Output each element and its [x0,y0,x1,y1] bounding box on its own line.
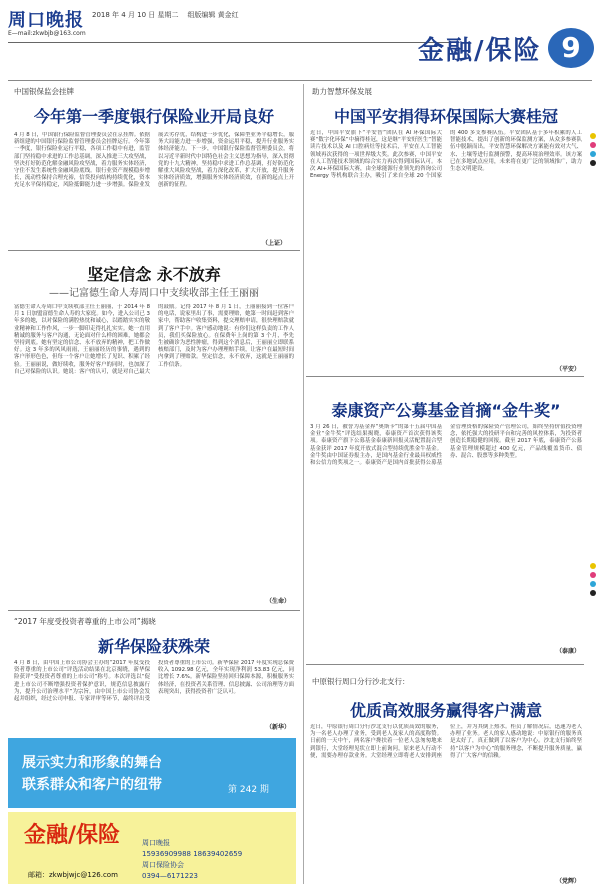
color-registration-marks [588,130,598,169]
registration-dot [590,151,596,157]
article5-byline: （泰康） [556,648,581,655]
article4-kicker: 助力智慧环保发展 [312,87,372,96]
article2-body: 富德生命人寿周口中支续收部主任王丽丽，于 2014 年 8 月 1 日加盟富德生命人寿的大家庭。如今，进入公司已 3 年多的她，以对保险的满腔热忱和诚心，以踏踏实实的敬业精神和工作作风，一步一脚印走得扎扎实实。她一直用精诚的服务与客户沟通，无论面对什么样的困难，她都会坚持到底。她有坚定的信念、永不放弃的精神，把工作做好。这 3 年多的风风雨雨，王丽丽经历的事情，遇到的客户形形色色，但每一个客户让她增长了见识、积累了经验。王丽丽说，做好续收，服务好客户的同时，也加深了自己对保险的认识。她说：客户的认可，就是对自己最大的鼓励。记得 2017 年 8 月 1 日，王丽丽接到一位客户的电话，说家里出了事，需要理赔，她第一时间赶到客户家中，帮助客户收集资料，提交理赔申请，很快理赔款就到了客户手中。客户感动地说：有你们这样负责的工作人员，我们买保险放心。在保费年上岗的第 3 个月，李先生被确诊为恶性肿瘤，得到这个消息后，王丽丽立即联系核赔部门，及时为客户办理理赔手续，让客户在最短时间内拿到了理赔款。坚定信念，永不放弃，这就是王丽丽的工作信条。 [14,304,294,375]
article6-body: 近日，中原银行周口分行沙北支行以优质高效的服务，为一名老人办理了业务，受到老人及家人的高度称赞。日前的一天中午，两名客户搀扶着一位老人急匆匆地来到银行，大堂经理见状立即上前询问，原来老人行动不便，需要办理存款业务。大堂经理立即将老人安排到座位上，并为其倒上热水。柜员了解情况后，迅速为老人办理了业务。老人的家人感动地说：中原银行的服务真是太好了，真正做到了以客户为中心。沙北支行始终坚持“以客户为中心”的服务理念，不断提升服务质量，赢得了广大客户的信赖。 [310,724,582,759]
top-rule [8,80,592,81]
registration-dot [590,590,596,596]
contact-phone-2: 0394—6171223 [142,872,198,880]
contact-name-1: 周口晚报 [142,839,170,847]
article6-byline: （党辉） [556,878,581,885]
newspaper-logo: 周口晚报 [8,10,84,31]
ad-slogan-2: 联系群众和客户的纽带 [22,777,162,793]
masthead-divider [8,42,458,43]
article1-kicker: 中国银保监会挂牌 [14,87,74,96]
article1-headline: 今年第一季度银行保险业开局良好 [33,107,274,126]
article5-body: 3 月 26 日，被誉为基金界“奥斯卡”的第十五届中国基金业“金牛奖”评选结果揭晓，泰康资产首次获得该奖项。泰康资产旗下公募基金泰康新回报灵活配置混合型基金获评 2017 年度开放式混合型持续优胜金牛基金。金牛奖由中国证券报主办，是国内基金行业最具权威性和公信力的奖项之一。泰康资产是国内首批获得公募基金管理资格的保险资产管理公司，始终坚持价值投资理念，依托强大的投研平台和完善的风控体系，为投资者创造长期稳健的回报。截至 2017 年底，泰康资产公募基金管理规模超过 400 亿元，产品线覆盖货币、债券、混合、股票等多种类型。 [310,424,582,467]
rule-a5 [306,664,584,665]
section-title: 金融/保险 [418,36,542,66]
article5-headline: 泰康资产公募基金首摘“金牛奖” [331,401,561,420]
masthead-email: E—mail:zkwbjb@163.com [8,30,86,37]
contact-name-2: 周口保险协会 [142,861,184,869]
publication-date: 2018 年 4 月 10 日 星期二 [92,11,179,19]
article4-byline: （平安） [556,366,581,373]
article4-body: 近日，中国平安旗下“平安智”团队在 AI 环保国际大赛“数字化环保”中摘得桂冠，这是继“平安好医生”智能读片技术以及 AI 口腔病灶等技术后，平安在人工智能领域再次获得的一项世界级大奖。此次参赛，中国平安在人工智能技术领域的综合实力再次得到国际认可。本次 AI+环保国际大赛，由全球能源行业领先的咨询公司 Energy 等机构联合主办，吸引了来自全球 20 个国家的 400 多支参赛队伍。平安团队基于多年积累的人工智能技术，提出了创新的环保监测方案，从众多参赛队伍中脱颖而出。平安智慧环保解决方案能有效对大气、水、土壤等进行监测预警，提高环境治理效率。该方案已在多地试点应用，未来将在更广泛的领域推广，助力生态文明建设。 [310,130,582,180]
registration-dot [590,581,596,587]
ad-banner [8,738,296,808]
date-line [92,10,239,20]
registration-dot [590,572,596,578]
editor-line: 组版编辑 黄金红 [187,11,239,19]
registration-dot [590,563,596,569]
contact-phone-1: 15936909988 18639402659 [142,850,243,858]
article3-byline: （新华） [266,724,291,731]
ad-slogan-1: 展示实力和形象的舞台 [22,755,162,771]
registration-dot [590,142,596,148]
rule-a1 [8,250,300,251]
article2-subhead: ——记富德生命人寿周口中支续收部主任王丽丽 [49,288,259,299]
article3-kicker: “2017 年度受投资者尊重的上市公司”揭晓 [14,617,156,626]
ad-contacts [142,838,242,882]
column-divider [303,84,304,884]
rule-a2 [8,610,300,611]
color-registration-marks [588,560,598,599]
article2-byline: （生命） [266,598,291,605]
article2-headline: 坚定信念 永不放弃 [87,265,221,284]
article1-body: 4 月 8 日，中国银行保险监督管理委员会在京挂牌。依据新组建的中国银行保险监督管理委员会挂牌运行。今年第一季度，银行保险业运行平稳，各项工作稳中有进，监管部门坚持稳中求进的工作总基调，深入推进三大攻坚战，坚决打好防范化解金融风险攻坚战，着力服务实体经济，守住不发生系统性金融风险底线。银行业资产规模稳步增长，流动性保持合理充裕，信贷投向结构持续优化，资本充足水平保持稳定，风险抵御能力进一步增强。保险业发展去劣存优，结构进一步优化，保障型业务平稳增长，服务大局能力进一步增强，资金运用平稳，提升行业服务实体经济能力。下一步，中国银行保险监督管理委员会，将以习近平新时代中国特色社会主义思想为指导，深入贯彻党的十九大精神，坚持稳中求进工作总基调，打好防范化解重大风险攻坚战，着力深化改革，扩大开放，提升服务实体经济质效，增强服务实体经济质效，在新的起点上开创新的征程。 [14,132,294,189]
rule-a4 [306,376,584,377]
article3-body: 4 月 8 日，由中国上市公司协会主办的“2017 年度受投资者尊重的上市公司”评选活动结果在北京揭晓，新华保险获评“受投资者尊重的上市公司”称号。本次评选以“促进上市公司不断增强投资者保护意识，规范信息披露行为，提升公司治理水平”为宗旨，由中国上市公司协会发起并组织，经过公司申报、专家评审等环节，最终评出受投资者尊重的上市公司。新华保险 2017 年度实现总保费收入 1092.98 亿元，全年实现净利润 53.83 亿元，同比增长 7.6%。新华保险坚持回归保障本源，积极服务实体经济，在投资者关系管理、信息披露、公司治理等方面表现突出，获得投资者广泛认可。 [14,660,294,703]
page-number-badge: 9 [548,28,594,68]
article6-kicker: 中原银行周口分行沙北支行： [312,677,410,686]
registration-dot [590,160,596,166]
article3-headline: 新华保险获殊荣 [97,637,210,656]
article4-headline: 中国平安捐得环保国际大赛桂冠 [333,107,558,126]
masthead [0,0,600,64]
article1-byline: （上证） [262,240,287,247]
ad-issue-number: 第 242 期 [228,785,269,795]
ad-brand: 金融/保险 [24,823,121,848]
ad-email: 邮箱：zkwbjwjc@126.com [28,871,118,879]
registration-dot [590,133,596,139]
article6-headline: 优质高效服务赢得客户满意 [349,701,542,720]
